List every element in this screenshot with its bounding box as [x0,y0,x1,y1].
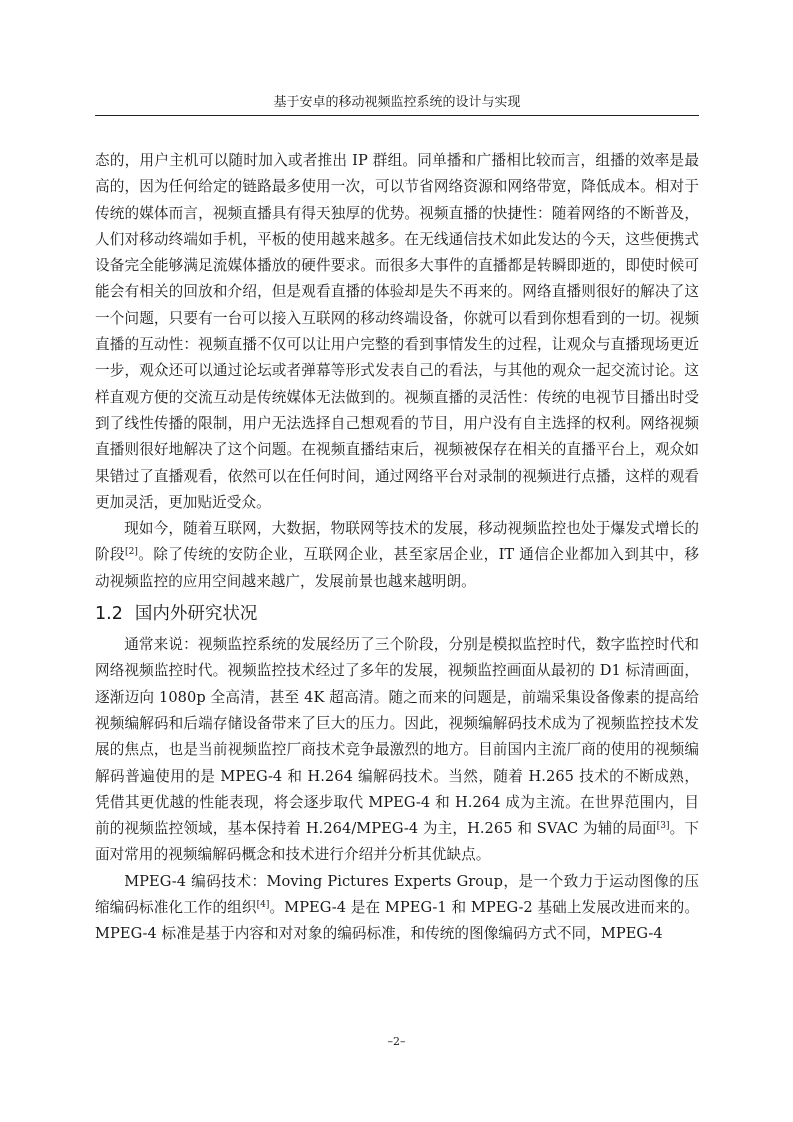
running-header: 基于安卓的移动视频监控系统的设计与实现 [273,95,521,110]
section-title: 国内外研究状况 [134,604,258,625]
section-number: 1.2 [95,604,123,625]
paragraph [95,869,699,948]
paragraph-text: 现如今，随着互联网，大数据，物联网等技术的发展，移动视频监控也处于爆发式增长的阶段 [95,520,699,564]
page-number: –2– [387,1035,406,1048]
citation-ref: [4] [256,900,270,911]
paragraphs-before-section [95,148,699,595]
paragraph-text: MPEG-4 编码技术：Moving Pictures Experts Group，是一个致力于运动图像的压缩编码标准化工作的组织 [95,872,699,917]
paragraph-text: 。除了传统的安防企业，互联网企业，甚至家居企业，IT 通信企业都加入到其中，移动视频监控的应用空间越来越广，发展前景也越来越明朗。 [95,546,699,590]
paragraph-text: 通常来说：视频监控系统的发展经历了三个阶段，分别是模拟监控时代，数字监控时代和网络视频监控时代。视频监控技术经过了多年的发展，视频监控画面从最初的 D1 标清画面，逐渐迈向 1080p 全高清，甚至 4K 超高清。随之而来的问题是，前端采集设备像素的提高给视频编解码和后端存储设备带来了巨大的压力。因此，视频编解码技术成为了视频监控技术发展的焦点，也是当前视频监控厂商技术竞争最激烈的地方。目前国内主流厂商的使用的视频编解码普遍使用的是 MPEG-4 和 H.264 编解码技术。当然，随着 H.265 技术的不断成熟，凭借其更优越的性能表现，将会逐步取代 MPEG-4 和 H.264 成为主流。在世界范围内，目前的视频监控领域，基本保持着 H.264/MPEG-4 为主，H.265 和 SVAC 为辅的局面 [95,636,699,838]
citation-ref: [3] [656,821,670,832]
header-rule [95,115,699,116]
paragraph-text: 。MPEG-4 是在 MPEG-1 和 MPEG-2 基础上发展改进而来的。MPEG-4 标准是基于内容和对对象的编码标准，和传统的图像编码方式不同，MPEG-4 [95,899,699,943]
paragraph-text: 。下面对常用的视频编解码概念和技术进行介绍并分析其优缺点。 [95,820,699,864]
body-text [95,148,699,948]
paragraph [95,148,699,516]
citation-ref: [2] [125,547,138,558]
paragraph [95,516,699,595]
paragraphs-after-section [95,632,699,948]
section-heading [95,601,699,627]
paragraph [95,632,699,869]
paragraph-text: 态的，用户主机可以随时加入或者推出 IP 群组。同单播和广播相比较而言，组播的效率是最高的，因为任何给定的链路最多使用一次，可以节省网络资源和网络带宽，降低成本。相对于传统的媒体而言，视频直播具有得天独厚的优势。视频直播的快捷性：随着网络的不断普及，人们对移动终端如手机，平板的使用越来越多。在无线通信技术如此发达的今天，这些便携式设备完全能够满足流媒体播放的硬件要求。而很多大事件的直播都是转瞬即逝的，即使时候可能会有相关的回放和介绍，但是观看直播的体验却是失不再来的。网络直播则很好的解决了这一个问题，只要有一台可以接入互联网的移动终端设备，你就可以看到你想看到的一切。视频直播的互动性：视频直播不仅可以让用户完整的看到事情发生的过程，让观众与直播现场更近一步，观众还可以通过论坛或者弹幕等形式发表自己的看法，与其他的观众一起交流讨论。这样直观方便的交流互动是传统媒体无法做到的。视频直播的灵活性：传统的电视节目播出时受到了线性传播的限制，用户无法选择自己想观看的节目，用户没有自主选择的权利。网络视频直播则很好地解决了这个问题。在视频直播结束后，视频被保存在相关的直播平台上，观众如果错过了直播观看，依然可以在任何时间，通过网络平台对录制的视频进行点播，这样的观看更加灵活，更加贴近受众。 [95,152,699,511]
